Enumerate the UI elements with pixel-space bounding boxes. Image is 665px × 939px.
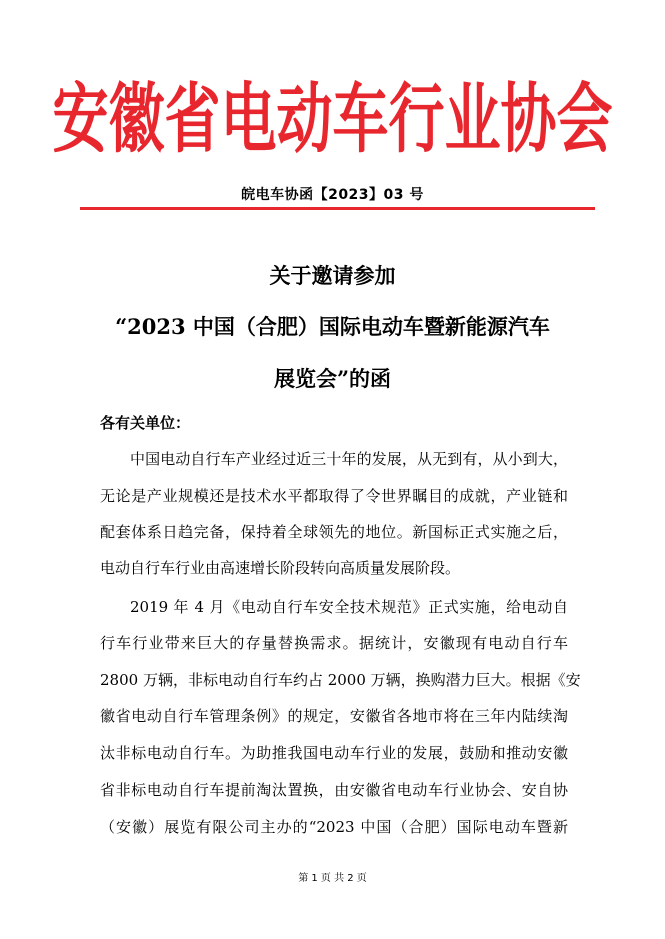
paragraph-2-line-1: 2019 年 4 月《电动自行车安全技术规范》正式实施，给电动自 <box>130 598 568 616</box>
document-number: 皖电车协函【2023】03 号 <box>241 187 424 203</box>
title-line-2: “2023 中国（合肥）国际电动车暨新能源汽车 <box>115 314 550 339</box>
paragraph-2-line-3: 2800 万辆，非标电动自行车约占 2000 万辆，换购潜力巨大。根据《安 <box>100 671 581 689</box>
title-line-3: 展览会”的函 <box>273 366 392 391</box>
paragraph-2-line-5: 汰非标电动自行车。为助推我国电动车行业的发展，鼓励和推动安徽 <box>100 744 568 762</box>
red-divider-rule <box>80 207 595 210</box>
title-line-1: 关于邀请参加 <box>269 263 396 288</box>
paragraph-1-line-3: 配套体系日趋完备，保持着全球领先的地位。新国标正式实施之后， <box>100 523 568 541</box>
salutation: 各有关单位： <box>100 414 191 432</box>
organization-name-header: 安徽省电动车行业协会 <box>52 76 613 164</box>
paragraph-2-line-4: 徽省电动自行车管理条例》的规定，安徽省各地市将在三年内陆续淘 <box>100 707 568 725</box>
paragraph-1-line-4: 电动自行车行业由高速增长阶段转向高质量发展阶段。 <box>100 559 461 577</box>
paragraph-2-line-6: 省非标电动自行车提前淘汰置换，由安徽省电动车行业协会、安自协 <box>100 781 568 799</box>
paragraph-2-line-2: 行车行业带来巨大的存量替换需求。据统计，安徽现有电动自行车 <box>100 634 568 652</box>
paragraph-1-line-1: 中国电动自行车产业经过近三十年的发展，从无到有，从小到大， <box>130 450 568 468</box>
paragraph-1-line-2: 无论是产业规模还是技术水平都取得了令世界瞩目的成就，产业链和 <box>100 487 568 505</box>
page-number-footer: 第 1 页 共 2 页 <box>298 873 367 884</box>
paragraph-2-line-7: （安徽）展览有限公司主办的“2023 中国（合肥）国际电动车暨新 <box>100 818 568 836</box>
